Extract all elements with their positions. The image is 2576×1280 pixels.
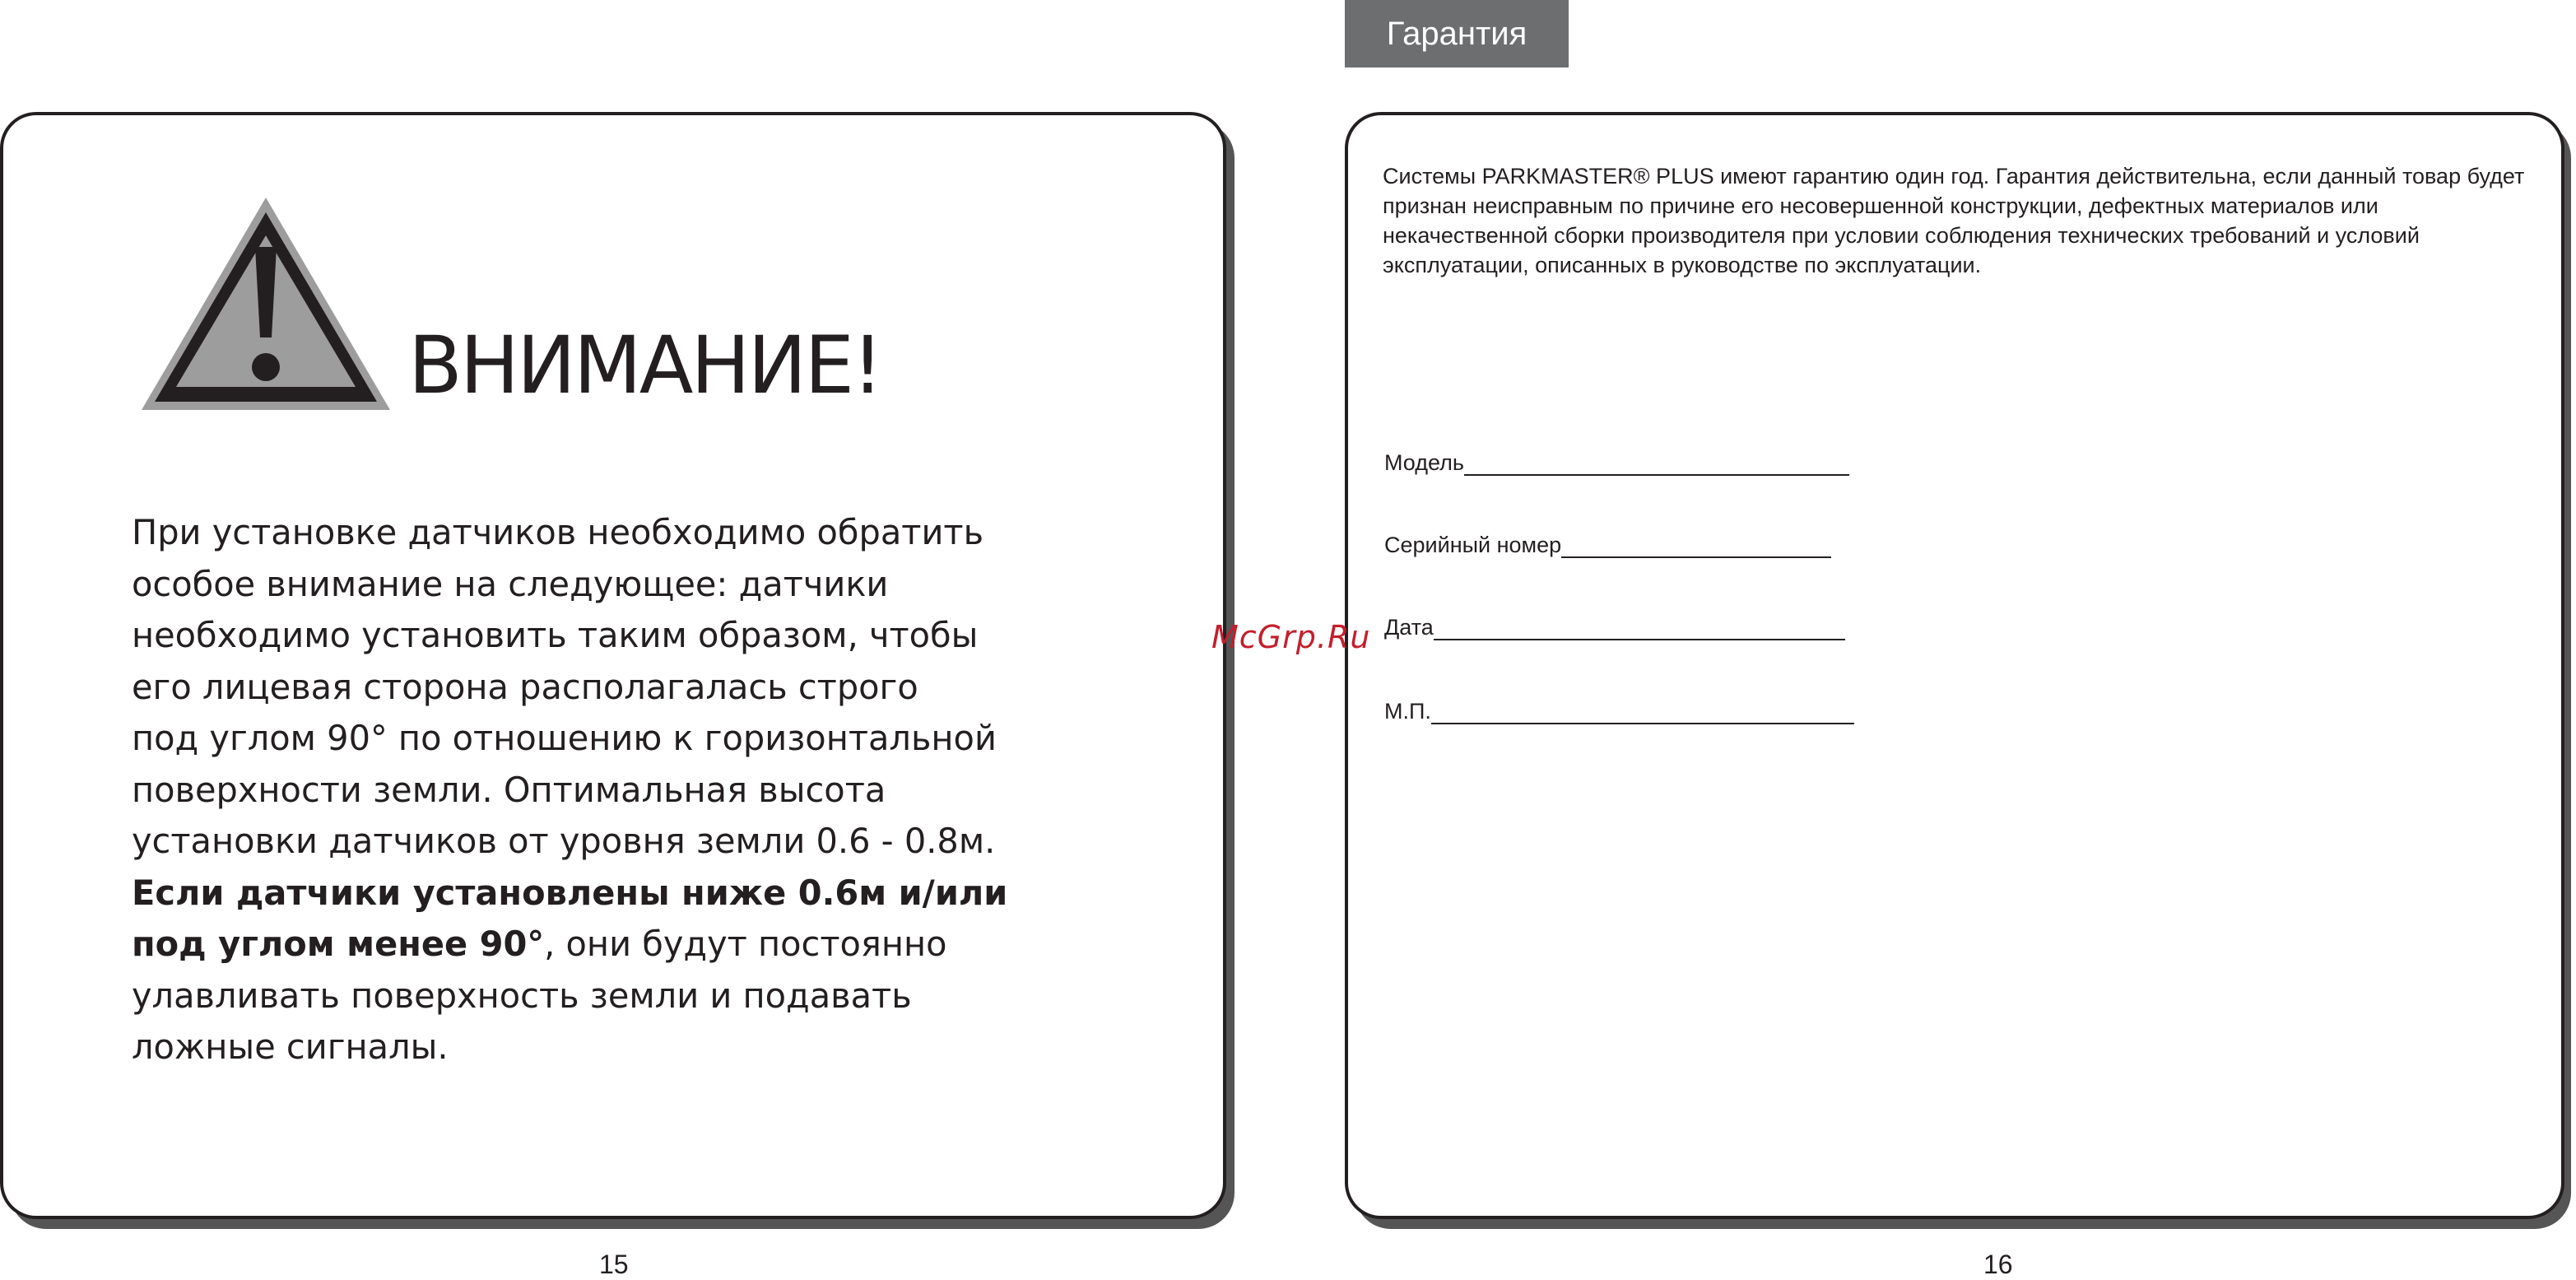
body-line: особое внимание на следующее: датчики	[132, 563, 889, 604]
body-line: под углом 90° по отношению к горизонтальной	[132, 718, 997, 758]
model-label: Модель	[1384, 450, 1464, 475]
watermark: McGrp.Ru	[1211, 619, 1371, 655]
warranty-line: некачественной сборки производителя при условии соблюдения технических требований и условий	[1383, 223, 2420, 248]
warning-triangle-icon	[140, 196, 392, 412]
body-line: его лицевая сторона располагалась строго	[132, 666, 918, 707]
warning-body	[132, 507, 1053, 1073]
body-line: установки датчиков от уровня земли 0.6 - 0.8м.	[132, 821, 996, 861]
body-line-mixed	[132, 919, 1053, 970]
serial-number-line[interactable]	[1561, 532, 1831, 558]
body-line: необходимо установить таким образом, чтобы	[132, 615, 979, 655]
stamp-line[interactable]	[1431, 698, 1854, 724]
warranty-line: Системы PARKMASTER® PLUS имеют гарантию один год. Гарантия действительна, если данный товар будет	[1383, 164, 2525, 189]
stamp-label: М.П.	[1384, 699, 1431, 724]
model-field[interactable]	[1384, 449, 1849, 476]
warranty-text	[1383, 161, 2535, 280]
body-line-bold	[132, 868, 1053, 919]
stamp-field[interactable]	[1384, 698, 1854, 724]
date-label: Дата	[1384, 615, 1434, 640]
warranty-line: эксплуатации, описанных в руководстве по эксплуатации.	[1383, 253, 1982, 277]
date-field[interactable]	[1384, 614, 1845, 640]
page-number-left: 15	[599, 1250, 629, 1279]
model-line[interactable]	[1464, 449, 1849, 476]
body-line: поверхности земли. Оптимальная высота	[132, 769, 886, 810]
section-tab: Гарантия	[1345, 0, 1569, 67]
serial-number-label: Серийный номер	[1384, 533, 1562, 557]
page-number-right: 16	[1983, 1250, 2013, 1279]
bold-text: Если датчики установлены ниже 0.6м и/или	[132, 872, 1008, 913]
body-line: При установке датчиков необходимо обратить	[132, 512, 984, 552]
bold-text: под углом менее 90°	[132, 924, 545, 964]
body-line: ложные сигналы.	[132, 1026, 449, 1067]
date-line[interactable]	[1434, 614, 1845, 640]
serial-number-field[interactable]	[1384, 532, 1831, 558]
warning-title: ВНИМАНИЕ!	[408, 319, 881, 412]
body-line: улавливать поверхность земли и подавать	[132, 975, 912, 1016]
warranty-line: признан неисправным по причине его несовершенной конструкции, дефектных материалов или	[1383, 193, 2378, 218]
regular-text: , они будут постоянно	[544, 924, 947, 964]
